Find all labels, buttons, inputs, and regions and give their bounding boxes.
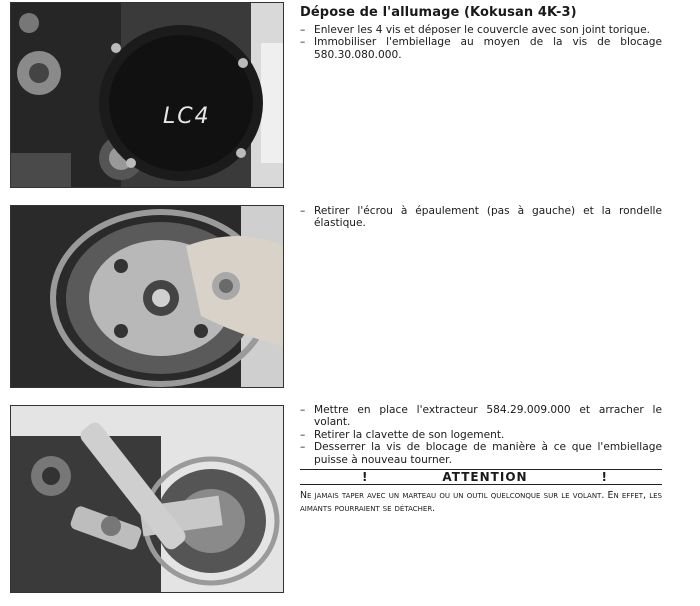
warning-label: ATTENTION (442, 470, 528, 485)
warning-box (300, 469, 662, 515)
lc4-logo: LC4 (163, 104, 211, 129)
flywheel-nut-photo (10, 205, 284, 388)
step-item: – Enlever les 4 vis et déposer le couvercle avec son joint torique. (300, 24, 662, 36)
step-list (300, 205, 662, 230)
flywheel-puller-photo (10, 405, 284, 593)
section-ignition-removal (300, 5, 662, 61)
step-item: – Retirer l'écrou à épaulement (pas à gauche) et la rondelle élastique. (300, 205, 662, 230)
section-flywheel-pulling (300, 404, 662, 515)
warning-text: Ne jamais taper avec un marteau ou un outil quelconque sur le volant. En effet, les aimants pourraient se détacher. (300, 490, 662, 514)
section-nut-removal (300, 205, 662, 230)
ignition-cover-photo (10, 2, 284, 188)
section-title: Dépose de l'allumage (Kokusan 4K-3) (300, 5, 577, 20)
step-item: – Immobiliser l'embiellage au moyen de la vis de blocage 580.30.080.000. (300, 36, 662, 61)
step-list (300, 404, 662, 466)
step-list (300, 24, 662, 61)
step-item: – Mettre en place l'extracteur 584.29.009.000 et arracher le volant. (300, 404, 662, 429)
step-item: – Desserrer la vis de blocage de manière à ce que l'embiellage puisse à nouveau tourner. (300, 441, 662, 466)
warning-mark-right: ! (601, 470, 608, 485)
warning-header (300, 470, 662, 485)
warning-mark-left: ! (362, 470, 369, 485)
step-item: – Retirer la clavette de son logement. (300, 429, 662, 441)
